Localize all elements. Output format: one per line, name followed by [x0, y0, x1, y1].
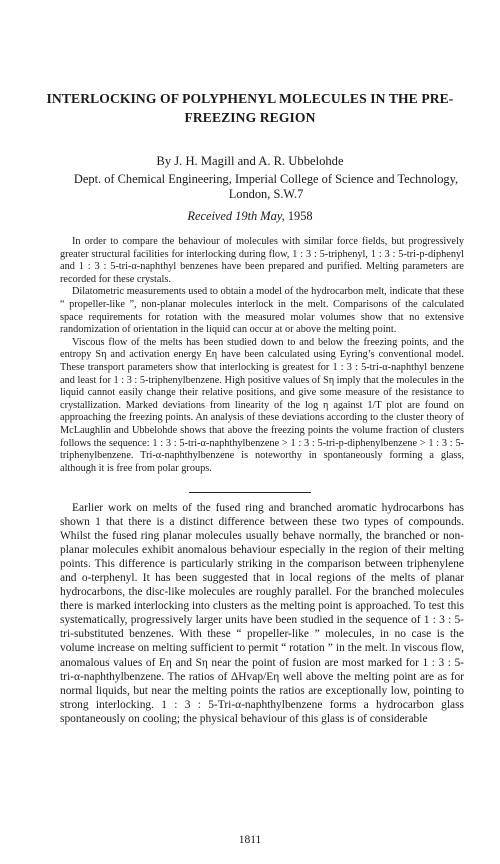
received-date	[30, 209, 470, 224]
abstract	[60, 236, 464, 475]
abstract-paragraph: Dilatometric measurements used to obtain a model of the hydrocarbon melt, indicate that these “ propeller-like ”, non-planar molecules interlock in the melt. Comparisons of the calculated space requirements for rotation with the measured molar volumes show that no extensive randomization of orientation in the liquid can occur at or above the melting point.	[60, 286, 464, 336]
abstract-paragraph: In order to compare the behaviour of molecules with similar force fields, but progressively greater structural facilities for interlocking during flow, 1 : 3 : 5-triphenyl, 1 : 3 : 5-tri-p-diphenyl and 1 : 3 : 5-tri-α-naphthyl benzenes have been prepared and purified. Melting parameters are recorded for these crystals.	[60, 236, 464, 285]
paper-title: INTERLOCKING OF POLYPHENYL MOLECULES IN THE PRE-FREEZING REGION	[46, 91, 454, 125]
received-year: 1958	[287, 209, 313, 223]
page-number: 1811	[238, 834, 262, 846]
paper-authors: By J. H. Magill and A. R. Ubbelohde	[156, 154, 344, 168]
author-affiliation: Dept. of Chemical Engineering, Imperial College of Science and Technology, London, S.W.7	[73, 172, 459, 201]
body-text	[60, 501, 464, 726]
section-divider	[189, 492, 311, 493]
abstract-paragraph: Viscous flow of the melts has been studied down to and below the freezing points, and the entropy Sη and activation energy Eη have been calculated using Eyring’s conventional model. These transport parameters show that interlocking is greatest for 1 : 3 : 5-tri-α-naphthyl benzene and least for 1 : 3 : 5-triphenylbenzene. High positive values of Sη imply that the molecules in the liquid cannot easily change their relative positions, and give some measure of the resistance to crystallization. Marked deviations from linearity of the log η against 1/T plot are found on approaching the freezing points. An analysis of these deviations according to the cluster theory of McLaughlin and Ubbelohde shows that above the freezing points the volume fraction of clusters follows the sequence: 1 : 3 : 5-tri-α-naphthylbenzene > 1 : 3 : 5-tri-p-diphenylbenzene > 1 : 3 : 5-triphenylbenzene. Tri-α-naphthylbenzene is noteworthy in spontaneously forming a glass, although it is free from polar groups.	[60, 336, 464, 474]
received-label: Received 19th May,	[187, 209, 285, 223]
body-paragraph: Earlier work on melts of the fused ring and branched aromatic hydrocarbons has shown 1 that there is a distinct difference between these two types of compounds. Whilst the fused ring planar molecules usually behave normally, the branched or non-planar molecules exhibit anomalous behaviour especially in the region of their melting points. This difference is particularly striking in the comparison between triphenylene and o-terphenyl. It has been suggested that in local regions of the melts of planar hydrocarbons, the disc-like molecules are roughly parallel. For the branched molecules there is marked interlocking into clusters as the melting point is approached. To test this systematically, progressively larger units have been studied in the sequence of 1 : 3 : 5-tri-substituted benzenes. With these “ propeller-like ” molecules, in no case is the volume increase on melting sufficient to permit “ rotation ” in the melt. In viscous flow, anomalous values of Eη and Sη near the point of fusion are most marked for 1 : 3 : 5-tri-α-naphthylbenzene. The ratios of ΔHvap/Eη well above the melting point are as for normal liquids, but near the melting points the ratios are exceptionally low, pointing to strong interlocking. 1 : 3 : 5-Tri-α-naphthylbenzene forms a hydrocarbon glass spontaneously on cooling; the physical behaviour of this glass is of considerable	[60, 502, 464, 725]
